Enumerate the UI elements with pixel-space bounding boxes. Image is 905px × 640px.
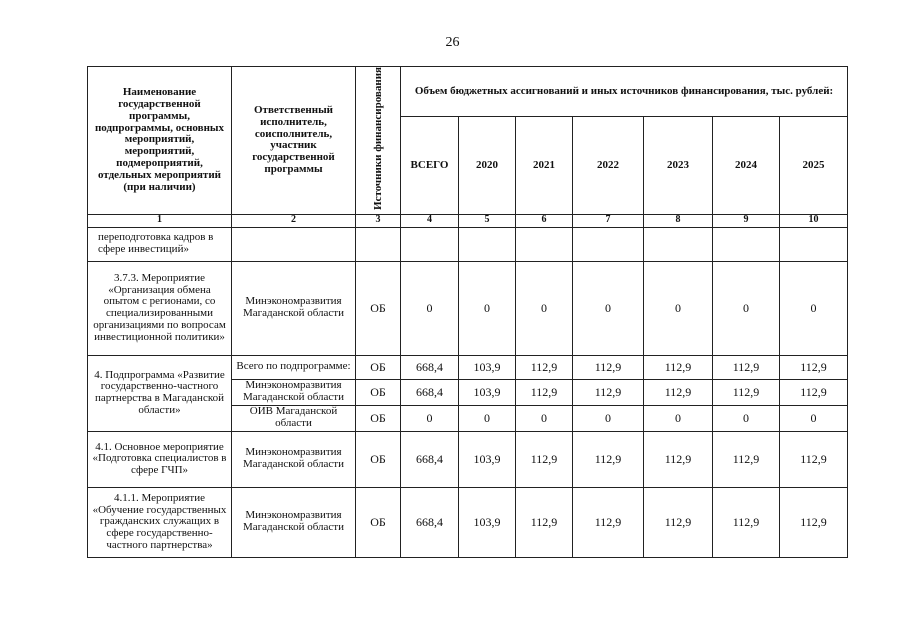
value-year: 112,9 [713, 355, 780, 379]
value-total: 0 [401, 261, 459, 355]
value-year: 103,9 [459, 487, 516, 557]
value-year [516, 227, 573, 261]
value-year [713, 227, 780, 261]
value-year [644, 227, 713, 261]
table-body [88, 227, 848, 557]
column-index: 8 [644, 214, 713, 227]
value-year: 0 [573, 405, 644, 431]
value-year: 103,9 [459, 355, 516, 379]
program-name: 4. Подпрограмма «Развитие государственно-частного партнерства в Магаданской области» [88, 355, 232, 431]
header-year: 2023 [644, 117, 713, 215]
funding-source [356, 227, 401, 261]
column-index: 7 [573, 214, 644, 227]
header-year: 2022 [573, 117, 644, 215]
header-year: 2024 [713, 117, 780, 215]
value-total: 0 [401, 405, 459, 431]
column-index: 4 [401, 214, 459, 227]
program-name: 4.1.1. Мероприятие «Обучение государственных гражданских служащих в сфере государственно-частного партнерства» [88, 487, 232, 557]
value-year: 0 [459, 405, 516, 431]
column-index-row [88, 214, 848, 227]
value-year: 112,9 [644, 487, 713, 557]
table-header [88, 67, 848, 228]
header-responsible: Ответственный исполнитель, соисполнитель, участник государственной программы [232, 67, 356, 215]
column-index: 3 [356, 214, 401, 227]
value-total [401, 227, 459, 261]
value-total: 668,4 [401, 487, 459, 557]
header-year: 2025 [780, 117, 848, 215]
column-index: 1 [88, 214, 232, 227]
responsible-executor: Всего по подпрограмме: [232, 355, 356, 379]
value-year: 103,9 [459, 431, 516, 487]
responsible-executor: Минэкономразвития Магаданской области [232, 487, 356, 557]
value-year: 112,9 [516, 379, 573, 405]
value-year: 0 [516, 405, 573, 431]
value-total: 668,4 [401, 431, 459, 487]
responsible-executor: Минэкономразвития Магаданской области [232, 431, 356, 487]
table-row [88, 261, 848, 355]
value-year: 112,9 [516, 355, 573, 379]
value-year: 112,9 [573, 487, 644, 557]
value-year: 0 [713, 405, 780, 431]
funding-source: ОБ [356, 487, 401, 557]
header-source [356, 67, 401, 215]
value-year: 0 [780, 261, 848, 355]
responsible-executor: ОИВ Магаданской области [232, 405, 356, 431]
header-volume: Объем бюджетных ассигнований и иных источников финансирования, тыс. рублей: [401, 67, 848, 117]
value-year: 112,9 [573, 379, 644, 405]
value-year: 112,9 [713, 431, 780, 487]
value-total: 668,4 [401, 355, 459, 379]
table-row [88, 487, 848, 557]
value-year [459, 227, 516, 261]
value-year: 112,9 [644, 431, 713, 487]
header-year: 2021 [516, 117, 573, 215]
table-row [88, 355, 848, 379]
column-index: 2 [232, 214, 356, 227]
budget-table [87, 66, 848, 558]
program-name: 3.7.3. Мероприятие «Организация обмена опытом с регионами, со специализированными организациями по вопросам инвестиционной политики» [88, 261, 232, 355]
column-index: 10 [780, 214, 848, 227]
header-year: 2020 [459, 117, 516, 215]
value-year: 0 [573, 261, 644, 355]
value-total: 668,4 [401, 379, 459, 405]
value-year: 112,9 [713, 379, 780, 405]
funding-source: ОБ [356, 405, 401, 431]
value-year: 0 [516, 261, 573, 355]
program-name: переподготовка кадров в сфере инвестиций» [88, 227, 232, 261]
value-year [573, 227, 644, 261]
table-row [88, 227, 848, 261]
responsible-executor: Минэкономразвития Магаданской области [232, 379, 356, 405]
value-year: 112,9 [780, 379, 848, 405]
header-total: ВСЕГО [401, 117, 459, 215]
value-year: 112,9 [573, 355, 644, 379]
column-index: 6 [516, 214, 573, 227]
column-index: 5 [459, 214, 516, 227]
page-number: 26 [445, 35, 460, 50]
column-index: 9 [713, 214, 780, 227]
value-year: 103,9 [459, 379, 516, 405]
value-year: 112,9 [780, 487, 848, 557]
funding-source: ОБ [356, 431, 401, 487]
value-year: 112,9 [573, 431, 644, 487]
funding-source: ОБ [356, 261, 401, 355]
header-name: Наименование государственной программы, подпрограммы, основных мероприятий, мероприятий, подмероприятий, отдельных мероприятий (при наличии) [88, 67, 232, 215]
funding-source: ОБ [356, 379, 401, 405]
table-row [88, 431, 848, 487]
value-year: 112,9 [516, 487, 573, 557]
value-year: 112,9 [713, 487, 780, 557]
value-year: 112,9 [516, 431, 573, 487]
program-name: 4.1. Основное мероприятие «Подготовка специалистов в сфере ГЧП» [88, 431, 232, 487]
value-year: 0 [713, 261, 780, 355]
value-year: 112,9 [644, 379, 713, 405]
value-year: 0 [780, 405, 848, 431]
header-source-label: Источники финансирования [371, 67, 384, 210]
responsible-executor [232, 227, 356, 261]
value-year: 0 [459, 261, 516, 355]
value-year: 0 [644, 405, 713, 431]
funding-source: ОБ [356, 355, 401, 379]
value-year: 112,9 [644, 355, 713, 379]
value-year [780, 227, 848, 261]
value-year: 0 [644, 261, 713, 355]
value-year: 112,9 [780, 431, 848, 487]
responsible-executor: Минэкономразвития Магаданской области [232, 261, 356, 355]
value-year: 112,9 [780, 355, 848, 379]
